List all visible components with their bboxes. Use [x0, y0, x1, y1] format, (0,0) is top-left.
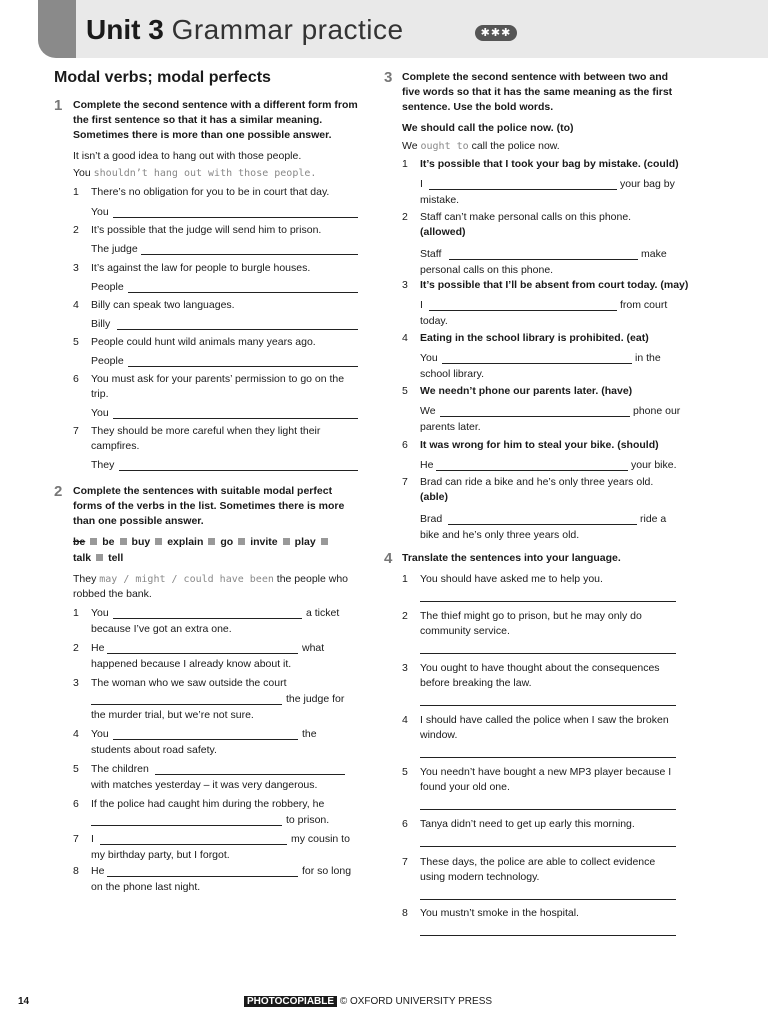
instruction-text-end: words. — [519, 101, 554, 113]
exercise-3-item-4-number: 4 — [402, 332, 408, 344]
exercise-3-item-2-answer-line[interactable] — [449, 259, 638, 260]
exercise-3-item-2-after: make — [641, 248, 667, 260]
exercise-2-item-6-start: If the police had caught him during the robbery, he — [91, 798, 325, 810]
page-title — [86, 13, 404, 47]
exercise-3-item-5-start: We — [420, 405, 436, 417]
word-list-item: explain — [167, 536, 204, 548]
exercise-2-item-3-after: the judge for — [286, 693, 345, 705]
exercise-1-instruction: Complete the second sentence with a different form from the first sentence so that it has a similar meaning. Sometimes there is more than one possible answer. — [73, 99, 358, 141]
exercise-4-item-5-number: 5 — [402, 766, 408, 778]
exercise-3-item-7-text: Brad can ride a bike and he’s only three years old. — [420, 476, 654, 488]
exercise-1-item-6-text: You must ask for your parents’ permission to go on the trip. — [91, 373, 345, 400]
exercise-3-item-4-after: in the — [635, 352, 661, 364]
exercise-4-item-2-text: The thief might go to prison, but he may only do — [420, 610, 642, 622]
exercise-4-item-1-answer-line[interactable] — [420, 601, 676, 602]
exercise-1-item-7-start: They — [91, 459, 115, 471]
separator-square — [321, 538, 328, 545]
exercise-4-item-5-text: You needn’t have bought a new MP3 player because I — [420, 766, 672, 778]
example-answer: may / might / could have been — [99, 574, 274, 585]
exercise-3-item-2-keyword: (allowed) — [420, 226, 466, 238]
exercise-2-item-1-cont: because I’ve got an extra one. — [91, 623, 232, 635]
example-end: the people who — [276, 573, 349, 585]
exercise-3-item-6-number: 6 — [402, 439, 408, 451]
exercise-4-item-7-answer-line[interactable] — [420, 899, 676, 900]
exercise-1-item-3-start: People — [91, 281, 124, 293]
exercise-4-item-2-text-line2: community service. — [420, 625, 510, 637]
exercise-2-item-4-answer-line[interactable] — [113, 739, 298, 740]
exercise-2-item-8-start: He — [91, 865, 105, 877]
instruction-bold-word: bold — [494, 101, 517, 113]
exercise-3-item-3-after: from court — [620, 299, 668, 311]
exercise-1-item-5-start: People — [91, 355, 124, 367]
exercise-2-example — [73, 572, 348, 587]
level-badge: ✱✱✱ — [475, 25, 517, 41]
exercise-2-item-1-after: a ticket — [306, 607, 340, 619]
exercise-2-item-7-cont: my birthday party, but I forgot. — [91, 849, 230, 861]
exercise-1-number: 1 — [54, 97, 63, 114]
exercise-4-item-1-text: You should have asked me to help you. — [420, 573, 603, 585]
exercise-3-item-6-after: your bike. — [631, 459, 677, 471]
exercise-4-item-3-text: You ought to have thought about the consequences — [420, 662, 660, 674]
exercise-2-item-2-cont: happened because I already know about it. — [91, 658, 292, 670]
exercise-3-item-5-answer-line[interactable] — [440, 416, 630, 417]
exercise-3-item-7-cont: bike and he’s only three years old. — [420, 529, 580, 541]
exercise-4-item-6-answer-line[interactable] — [420, 846, 676, 847]
exercise-1-item-5-number: 5 — [73, 336, 79, 348]
exercise-4-item-7-number: 7 — [402, 856, 408, 868]
exercise-2-item-6-answer-line[interactable] — [91, 825, 282, 826]
exercise-2-item-1-start: You — [91, 607, 109, 619]
exercise-2-item-7-after: my cousin to — [291, 833, 350, 845]
example-start: You — [73, 167, 91, 179]
exercise-3-item-4-start: You — [420, 352, 438, 364]
exercise-2-item-7-answer-line[interactable] — [100, 844, 287, 845]
exercise-4-item-8-number: 8 — [402, 907, 408, 919]
exercise-3-example-text: We should call the police now. (to) — [402, 122, 574, 134]
exercise-3-item-5-cont: parents later. — [420, 421, 481, 433]
example-answer: shouldn’t hang out with those people. — [93, 168, 317, 179]
exercise-4-item-3-number: 3 — [402, 662, 408, 674]
exercise-2-item-8-answer-line[interactable] — [107, 876, 298, 877]
exercise-3-item-3-start: I — [420, 299, 423, 311]
exercise-1-item-6-number: 6 — [73, 373, 79, 385]
exercise-4-item-2-number: 2 — [402, 610, 408, 622]
unit-title-text: Grammar practice — [171, 14, 404, 45]
exercise-1-item-4-text: Billy can speak two languages. — [91, 299, 235, 311]
separator-square — [120, 538, 127, 545]
exercise-3-item-1-after: your bag by — [620, 178, 675, 190]
exercise-4-item-5-answer-line[interactable] — [420, 809, 676, 810]
exercise-1-item-7-answer-line[interactable] — [119, 470, 358, 471]
exercise-2-item-8-cont: on the phone last night. — [91, 881, 201, 893]
exercise-1-example-text: It isn’t a good idea to hang out with those people. — [73, 150, 302, 162]
exercise-4-item-8-text: You mustn’t smoke in the hospital. — [420, 907, 579, 919]
header-tab — [38, 0, 76, 58]
exercise-2-item-2-answer-line[interactable] — [107, 653, 298, 654]
exercise-3-item-4-text: Eating in the school library is prohibited. (eat) — [420, 332, 649, 344]
exercise-3-item-1-answer-line[interactable] — [429, 189, 617, 190]
exercise-2-item-3-number: 3 — [73, 677, 79, 689]
word-list-item: be — [73, 536, 86, 548]
exercise-3-item-3-text: It’s possible that I’ll be absent from court today. (may) — [420, 279, 689, 291]
exercise-2-item-4-number: 4 — [73, 728, 79, 740]
exercise-2-item-3-start: The woman who we saw outside the court — [91, 677, 287, 689]
exercise-4-instruction: Translate the sentences into your language. — [402, 552, 621, 564]
example-answer: ought to — [420, 141, 469, 152]
example-start: They — [73, 573, 97, 585]
exercise-2-item-4-start: You — [91, 728, 109, 740]
exercise-3-item-1-cont: mistake. — [420, 194, 460, 206]
exercise-2-word-list — [73, 534, 333, 566]
exercise-1-item-7-number: 7 — [73, 425, 79, 437]
separator-square — [208, 538, 215, 545]
section-title: Modal verbs; modal perfects — [54, 69, 271, 86]
exercise-4-item-2-answer-line[interactable] — [420, 653, 676, 654]
exercise-3-item-7-start: Brad — [420, 513, 443, 525]
exercise-1-item-3-text: It’s against the law for people to burgle houses. — [91, 262, 311, 274]
exercise-1-item-6-start: You — [91, 407, 109, 419]
exercise-4-item-6-number: 6 — [402, 818, 408, 830]
separator-square — [96, 554, 103, 561]
separator-square — [283, 538, 290, 545]
exercise-3-item-2-cont: personal calls on this phone. — [420, 264, 554, 276]
exercise-3-item-2-start: Staff — [420, 248, 442, 260]
page-number: 14 — [18, 996, 30, 1007]
exercise-3-item-6-start: He — [420, 459, 434, 471]
exercise-3-item-2-text: Staff can’t make personal calls on this phone. — [420, 211, 632, 223]
exercise-2-number: 2 — [54, 483, 63, 500]
exercise-1-item-1-text: There’s no obligation for you to be in court that day. — [91, 186, 330, 198]
exercise-2-item-4-after: the — [302, 728, 317, 740]
exercise-3-item-7-after: ride a — [640, 513, 667, 525]
exercise-3-item-1-text: It’s possible that I took your bag by mistake. (could) — [420, 158, 679, 170]
exercise-3-item-5-number: 5 — [402, 385, 408, 397]
exercise-3-item-1-number: 1 — [402, 158, 408, 170]
exercise-2-item-7-number: 7 — [73, 833, 79, 845]
exercise-1-example — [73, 166, 316, 181]
exercise-4-item-7-text: These days, the police are able to collect evidence — [420, 856, 656, 868]
exercise-2-instruction: Complete the sentences with suitable modal perfect forms of the verbs in the list. Sometimes there is more than one possible answer. — [73, 485, 345, 527]
exercise-4-item-7-text-line2: using modern technology. — [420, 871, 540, 883]
word-list-item: talk — [73, 552, 92, 564]
exercise-3-example — [402, 139, 560, 154]
exercise-3-item-5-after: phone our — [633, 405, 681, 417]
exercise-3-item-1-start: I — [420, 178, 423, 190]
exercise-1-item-3-answer-line[interactable] — [128, 292, 358, 293]
exercise-3-item-6-text: It was wrong for him to steal your bike. (should) — [420, 439, 659, 451]
exercise-1-item-1-answer-line[interactable] — [113, 217, 358, 218]
word-list-item: invite — [250, 536, 278, 548]
exercise-2-item-1-answer-line[interactable] — [113, 618, 302, 619]
exercise-3-instruction — [402, 70, 687, 115]
exercise-3-number: 3 — [384, 69, 393, 86]
exercise-1-item-2-start: The judge — [91, 243, 138, 255]
example-start: We — [402, 140, 418, 152]
exercise-1-item-1-number: 1 — [73, 186, 79, 198]
exercise-1-item-4-answer-line[interactable] — [117, 329, 358, 330]
exercise-2-item-3-cont: the murder trial, but we’re not sure. — [91, 709, 254, 721]
exercise-3-item-3-answer-line[interactable] — [429, 310, 617, 311]
exercise-4-item-4-text: I should have called the police when I saw the broken — [420, 714, 669, 726]
exercise-2-item-7-start: I — [91, 833, 94, 845]
exercise-4-item-6-text: Tanya didn’t need to get up early this morning. — [420, 818, 635, 830]
exercise-4-item-8-answer-line[interactable] — [420, 935, 676, 936]
word-list-item: tell — [108, 552, 124, 564]
instruction-text: Complete the second sentence with between two and five words so that it has the same meaning as the first sentence. Use the — [402, 71, 673, 113]
exercise-3-item-7-number: 7 — [402, 476, 408, 488]
exercise-2-item-1-number: 1 — [73, 607, 79, 619]
exercise-4-item-4-number: 4 — [402, 714, 408, 726]
exercise-3-item-5-text: We needn’t phone our parents later. (have) — [420, 385, 633, 397]
exercise-3-item-6-answer-line[interactable] — [436, 470, 628, 471]
photocopiable-label: PHOTOCOPIABLE — [244, 996, 337, 1007]
exercise-1-item-4-number: 4 — [73, 299, 79, 311]
exercise-3-item-7-keyword: (able) — [420, 491, 449, 503]
exercise-1-item-2-answer-line[interactable] — [141, 254, 358, 255]
exercise-4-item-4-text-line2: window. — [420, 729, 458, 741]
exercise-2-item-2-start: He — [91, 642, 105, 654]
exercise-1-item-2-text: It’s possible that the judge will send him to prison. — [91, 224, 322, 236]
exercise-2-item-6-number: 6 — [73, 798, 79, 810]
word-list-item: buy — [131, 536, 151, 548]
exercise-2-example-line2: robbed the bank. — [73, 588, 152, 600]
word-list-item: go — [220, 536, 234, 548]
exercise-3-item-7-answer-line[interactable] — [448, 524, 637, 525]
exercise-4-item-4-answer-line[interactable] — [420, 757, 676, 758]
exercise-2-item-4-cont: students about road safety. — [91, 744, 217, 756]
exercise-4-item-3-answer-line[interactable] — [420, 705, 676, 706]
exercise-1-item-2-number: 2 — [73, 224, 79, 236]
exercise-2-item-8-number: 8 — [73, 865, 79, 877]
exercise-2-item-5-cont: with matches yesterday – it was very dangerous. — [91, 779, 318, 791]
exercise-2-item-5-answer-line[interactable] — [155, 774, 345, 775]
exercise-2-item-5-start: The children — [91, 763, 149, 775]
example-end: call the police now. — [471, 140, 560, 152]
exercise-1-item-3-number: 3 — [73, 262, 79, 274]
exercise-4-item-3-text-line2: before breaking the law. — [420, 677, 532, 689]
separator-square — [90, 538, 97, 545]
exercise-2-item-5-number: 5 — [73, 763, 79, 775]
exercise-1-item-5-answer-line[interactable] — [128, 366, 358, 367]
publisher-label: © OXFORD UNIVERSITY PRESS — [339, 996, 493, 1007]
word-list-item: play — [294, 536, 316, 548]
exercise-3-item-4-answer-line[interactable] — [442, 363, 632, 364]
exercise-2-item-8-after: for so long — [302, 865, 352, 877]
footer-copyright — [244, 996, 492, 1007]
exercise-4-item-5-text-line2: found your old one. — [420, 781, 510, 793]
unit-label: Unit 3 — [86, 14, 164, 45]
exercise-2-item-2-number: 2 — [73, 642, 79, 654]
exercise-1-item-5-text: People could hunt wild animals many years ago. — [91, 336, 316, 348]
exercise-1-item-6-answer-line[interactable] — [113, 418, 358, 419]
exercise-4-item-1-number: 1 — [402, 573, 408, 585]
exercise-1-item-7-text: They should be more careful when they light their campfires. — [91, 425, 321, 452]
word-list-item: be — [102, 536, 115, 548]
exercise-3-item-3-cont: today. — [420, 315, 448, 327]
exercise-2-item-2-after: what — [302, 642, 325, 654]
exercise-3-item-4-cont: school library. — [420, 368, 484, 380]
exercise-4-number: 4 — [384, 550, 393, 567]
separator-square — [238, 538, 245, 545]
separator-square — [155, 538, 162, 545]
exercise-1-item-4-start: Billy — [91, 318, 111, 330]
exercise-2-item-3-answer-line[interactable] — [91, 704, 282, 705]
exercise-2-item-6-after: to prison. — [286, 814, 330, 826]
exercise-3-item-3-number: 3 — [402, 279, 408, 291]
exercise-3-item-2-number: 2 — [402, 211, 408, 223]
exercise-1-item-1-start: You — [91, 206, 109, 218]
